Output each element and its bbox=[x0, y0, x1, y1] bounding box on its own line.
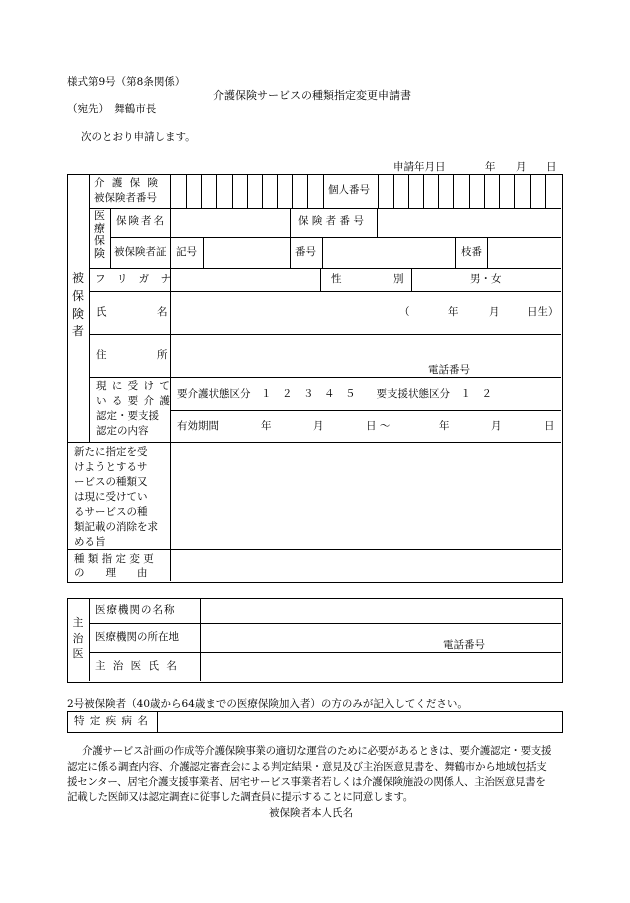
consent-line-4: 記載した医師又は認定調査に従事した調査員に提示することに同意します。 bbox=[67, 791, 413, 803]
care-insured-number-label-1: 介 護 保 険 bbox=[94, 177, 161, 189]
care-label-line-4: 認定の内容 bbox=[96, 425, 149, 437]
addressee: （宛先） 舞鶴市長 bbox=[67, 103, 157, 115]
doctor-name-label: 主 治 医 氏 名 bbox=[95, 660, 179, 672]
sex-value: 男・女 bbox=[470, 273, 502, 285]
form-number: 様式第9号（第8条関係） bbox=[67, 76, 186, 88]
medical-insurance-side-label: 医 療 保 険 bbox=[94, 209, 105, 260]
date-year: 年 bbox=[485, 161, 496, 173]
signature-label: 被保険者本人氏名 bbox=[269, 807, 353, 819]
form-title: 介護保険サービスの種類指定変更申請書 bbox=[213, 89, 411, 102]
birth-month: 月 bbox=[489, 306, 500, 318]
disease-note: 2号被保険者（40歳から64歳までの医療保険加入者）の方のみが記入してください。 bbox=[67, 698, 468, 710]
branch-number-label: 枝番 bbox=[461, 246, 482, 258]
card-number-label: 番号 bbox=[295, 246, 316, 258]
personal-number-label: 個人番号 bbox=[328, 184, 370, 196]
address-label-2: 所 bbox=[157, 349, 168, 361]
service-label-line-4: は現に受けてい bbox=[74, 491, 148, 503]
care-insured-number-label-2: 被保険者番号 bbox=[94, 192, 157, 204]
care-label-line-3: 認定・要支援 bbox=[96, 410, 159, 422]
doctor-side-label: 主 治 医 bbox=[72, 616, 84, 661]
care-level-text: 要介護状態区分 １ ２ ３ ４ ５ 要支援状態区分 １ ２ bbox=[177, 388, 492, 400]
service-label-line-7: める旨 bbox=[74, 536, 106, 548]
insurer-number-label: 保 険 者 番 号 bbox=[298, 215, 364, 227]
address-label-1: 住 bbox=[96, 349, 107, 361]
consent-line-3: 援センター、居宅介護支援事業者、居宅サービス事業者若しくは介護保険施設の関係人、主治医意見書を bbox=[67, 776, 546, 788]
validity-day-to: 日 ～ bbox=[366, 420, 391, 432]
symbol-label: 記号 bbox=[176, 246, 197, 258]
service-label-line-1: 新たに指定を受 bbox=[74, 446, 148, 458]
service-label-line-5: るサービスの種 bbox=[74, 506, 148, 518]
service-label-line-6: 類記載の消除を求 bbox=[74, 521, 158, 533]
insured-phone-label: 電話番号 bbox=[428, 364, 470, 376]
name-label-2: 名 bbox=[157, 306, 168, 318]
validity-month: 月 bbox=[313, 420, 324, 432]
birth-year: 年 bbox=[448, 306, 459, 318]
service-label-line-2: けようとするサ bbox=[74, 461, 148, 473]
intro-text: 次のとおり申請します。 bbox=[81, 131, 196, 143]
birth-open: （ bbox=[399, 306, 410, 318]
disease-label: 特 定 疾 病 名 bbox=[74, 715, 149, 727]
furigana-label: フ リ ガ ナ bbox=[95, 273, 176, 285]
reason-label-1: 種 類 指 定 変 更 bbox=[74, 553, 154, 565]
insured-side-label: 被 保 険 者 bbox=[71, 271, 84, 339]
insurer-name-label: 保険者名 bbox=[116, 215, 166, 227]
doctor-phone-label: 電話番号 bbox=[443, 639, 485, 651]
insured-card-label: 被保険者証 bbox=[114, 246, 167, 258]
validity-day-2: 日 bbox=[544, 420, 555, 432]
consent-line-1: 介護サービス計画の作成等介護保険事業の適切な運営のために必要があるときは、要介護認定・要支援 bbox=[82, 745, 552, 757]
validity-month-2: 月 bbox=[491, 420, 502, 432]
institution-address-label: 医療機関の所在地 bbox=[95, 631, 179, 643]
care-label-line-2: い る 要 介 護 bbox=[96, 395, 171, 407]
name-label-1: 氏 bbox=[96, 306, 107, 318]
date-month: 月 bbox=[516, 161, 527, 173]
validity-year-2: 年 bbox=[439, 420, 450, 432]
institution-name-label: 医療機関の名称 bbox=[95, 604, 176, 616]
date-day: 日 bbox=[546, 161, 557, 173]
validity-year: 年 bbox=[261, 420, 272, 432]
birth-day: 日生） bbox=[527, 306, 559, 318]
care-label-line-1: 現 に 受 け て bbox=[96, 380, 171, 392]
application-date-label: 申請年月日 bbox=[393, 161, 446, 173]
sex-label-2: 別 bbox=[393, 273, 404, 285]
validity-label: 有効期間 bbox=[177, 420, 219, 432]
service-label-line-3: ービスの種類又 bbox=[74, 476, 148, 488]
consent-line-2: 認定に係る調査内容、介護認定審査会による判定結果・意見及び主治医意見書を、舞鶴市から地域包括支 bbox=[67, 761, 547, 773]
sex-label-1: 性 bbox=[331, 273, 342, 285]
reason-label-2: の 理 由 bbox=[74, 567, 148, 579]
